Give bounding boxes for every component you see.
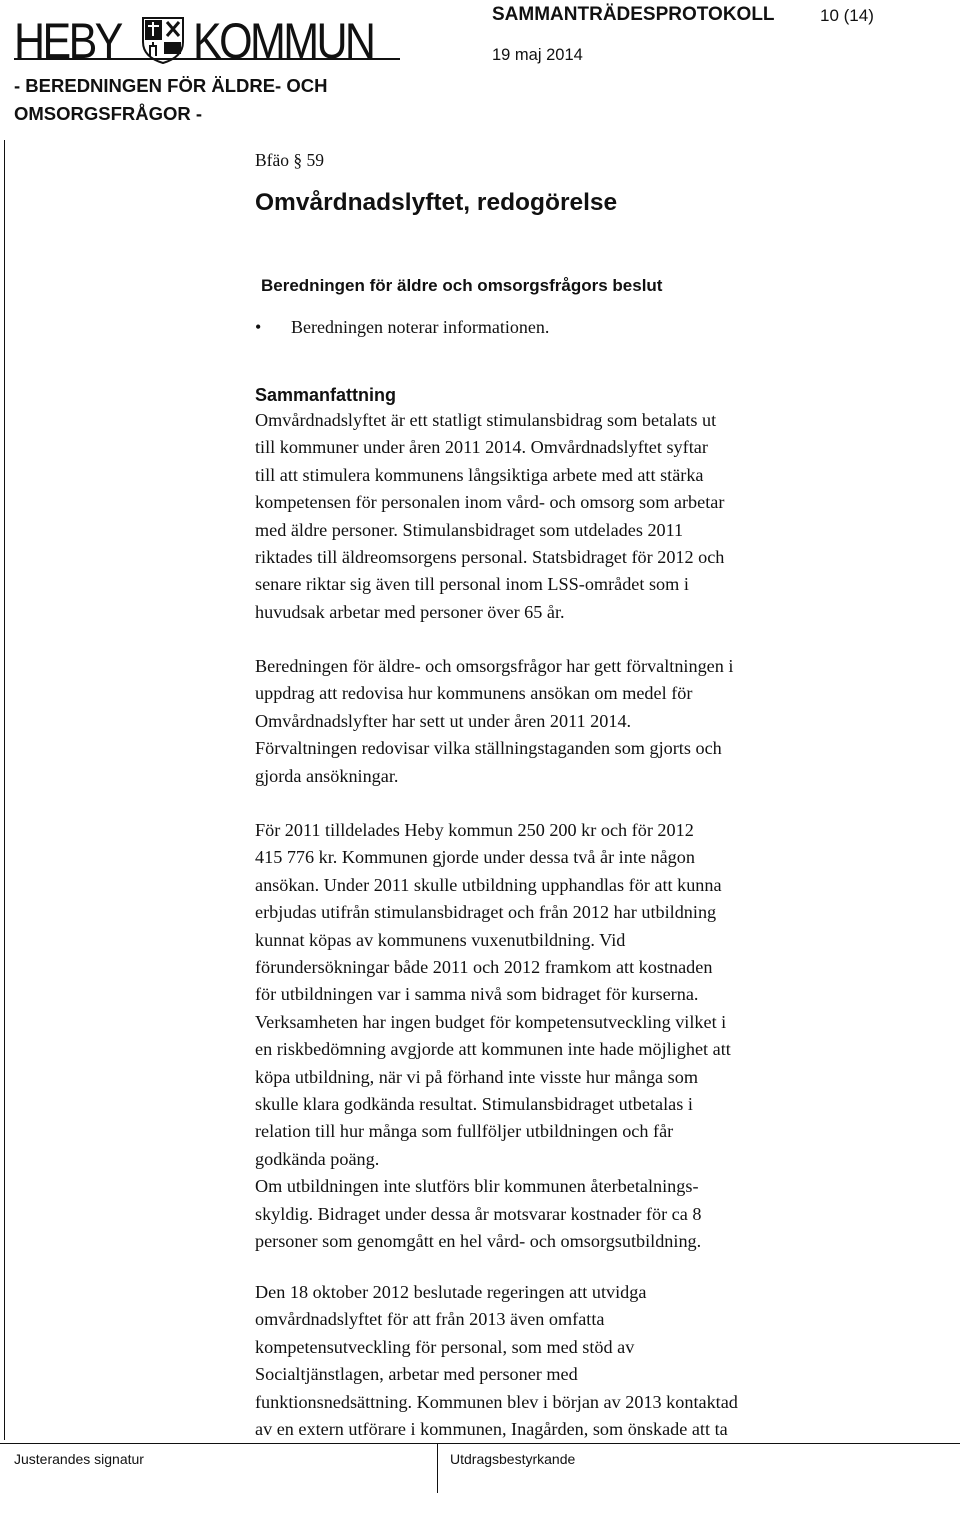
text-line: omvårdnadslyftet för att från 2013 även omfatta — [255, 1309, 605, 1330]
text-line: Verksamheten har ingen budget för kompetensutveckling vilket i — [255, 1011, 727, 1032]
text-line: Socialtjänstlagen, arbetar med personer med — [255, 1364, 578, 1385]
text-line: med äldre personer. Stimulansbidraget som utdelades 2011 — [255, 519, 684, 540]
text-line: skulle klara godkända resultat. Stimulansbidraget utbetalas i — [255, 1094, 693, 1115]
text-line: gjorda ansökningar. — [255, 765, 399, 786]
text-line: Beredningen för äldre- och omsorgsfrågor har gett förvaltningen i — [255, 656, 734, 676]
committee-name — [14, 72, 327, 128]
bullet-icon: • — [255, 317, 262, 337]
section-id: Bfäo § 59 — [255, 150, 325, 170]
text-line: ansökan. Under 2011 skulle utbildning upphandlas för att kunna — [255, 874, 722, 895]
certification-label: Utdragsbestyrkande — [450, 1451, 576, 1467]
text-line: förundersökningar både 2011 och 2012 framkom att kostnaden — [255, 957, 713, 978]
logo-text-heby: HEBY — [14, 13, 121, 69]
text-line: av en extern utförare i kommunen, Inagården, som önskade att ta — [255, 1419, 728, 1440]
text-line: köpa utbildning, när vi på förhand inte visste hur många som — [255, 1066, 698, 1087]
page-number: 10 (14) — [820, 6, 874, 25]
footer-rule — [0, 1443, 960, 1444]
text-line: Förvaltningen redovisar vilka ställningstaganden som gjorts och — [255, 738, 722, 759]
municipality-logo — [14, 6, 421, 69]
decision-bullet — [255, 313, 549, 341]
decision-heading: Beredningen för äldre och omsorgsfrågors beslut — [261, 276, 663, 295]
text-line: till att stimulera kommunens långsiktiga arbete med att stärka — [255, 464, 704, 485]
logo-underline — [14, 58, 400, 60]
text-line: godkända poäng. — [255, 1148, 380, 1169]
text-line: till kommuner under åren 2011 2014. Omvårdnadslyftet syftar — [255, 437, 708, 458]
committee-line-1: - BEREDNINGEN FÖR ÄLDRE- OCH — [14, 75, 328, 96]
summary-paragraph-3 — [255, 817, 925, 1256]
page-title: Omvårdnadslyftet, redogörelse — [255, 189, 618, 216]
text-line: funktionsnedsättning. Kommunen blev i början av 2013 kontaktad — [255, 1391, 738, 1412]
text-line: riktades till äldreomsorgens personal. Statsbidraget för 2012 och — [255, 547, 725, 568]
text-line: Omvårdnadslyfter har sett ut under åren 2011 2014. — [255, 710, 632, 731]
text-line: 415 776 kr. Kommunen gjorde under dessa två år inte någon — [255, 847, 695, 868]
text-line: en riskbedömning avgjorde att kommunen inte hade möjlighet att — [255, 1039, 731, 1060]
decision-text: Beredningen noterar informationen. — [291, 317, 550, 337]
text-line: kompetensen för personalen inom vård- och omsorg som arbetar — [255, 492, 725, 513]
text-line: erbjudas utifrån stimulansbidraget och från 2012 har utbildning — [255, 902, 717, 923]
text-line: skyldig. Bidraget under dessa år motsvarar kostnader för ca 8 — [255, 1203, 702, 1224]
summary-paragraph-4 — [255, 1279, 925, 1443]
text-line: För 2011 tilldelades Heby kommun 250 200 kr och för 2012 — [255, 820, 694, 840]
committee-line-2: OMSORGSFRÅGOR - — [14, 103, 203, 124]
text-line: personer som genomgått en hel vård- och omsorgsutbildning. — [255, 1231, 702, 1252]
text-line: för utbildningen var i samma nivå som bidraget för kurserna. — [255, 984, 699, 1005]
summary-paragraph-2 — [255, 653, 925, 790]
text-line: uppdrag att redovisa hur kommunens ansökan om medel för — [255, 683, 693, 704]
text-line: senare riktar sig även till personal inom LSS-området som i — [255, 574, 689, 595]
coat-of-arms-icon — [141, 16, 185, 64]
document-title: SAMMANTRÄDESPROTOKOLL — [492, 4, 775, 25]
text-line: kunnat köpas av kommunens vuxenutbildning. Vid — [255, 929, 626, 950]
meeting-date: 19 maj 2014 — [492, 46, 583, 64]
text-line: Den 18 oktober 2012 beslutade regeringen att utvidga — [255, 1282, 647, 1302]
text-line: relation till hur många som fullföljer utbildningen och får — [255, 1121, 674, 1142]
summary-heading: Sammanfattning — [255, 385, 397, 405]
summary-paragraph-1 — [255, 407, 925, 626]
text-line: Om utbildningen inte slutförs blir kommunen återbetalnings- — [255, 1176, 699, 1197]
logo-text-kommun: KOMMUN — [193, 13, 374, 69]
text-line: huvudsak arbetar med personer över 65 år. — [255, 601, 565, 622]
left-margin-rule — [4, 140, 5, 1440]
text-line: kompetensutveckling för personal, som med stöd av — [255, 1336, 635, 1357]
signature-label: Justerandes signatur — [14, 1451, 144, 1467]
text-line: Omvårdnadslyftet är ett statligt stimulansbidrag som betalats ut — [255, 410, 717, 430]
footer-divider — [437, 1443, 438, 1493]
